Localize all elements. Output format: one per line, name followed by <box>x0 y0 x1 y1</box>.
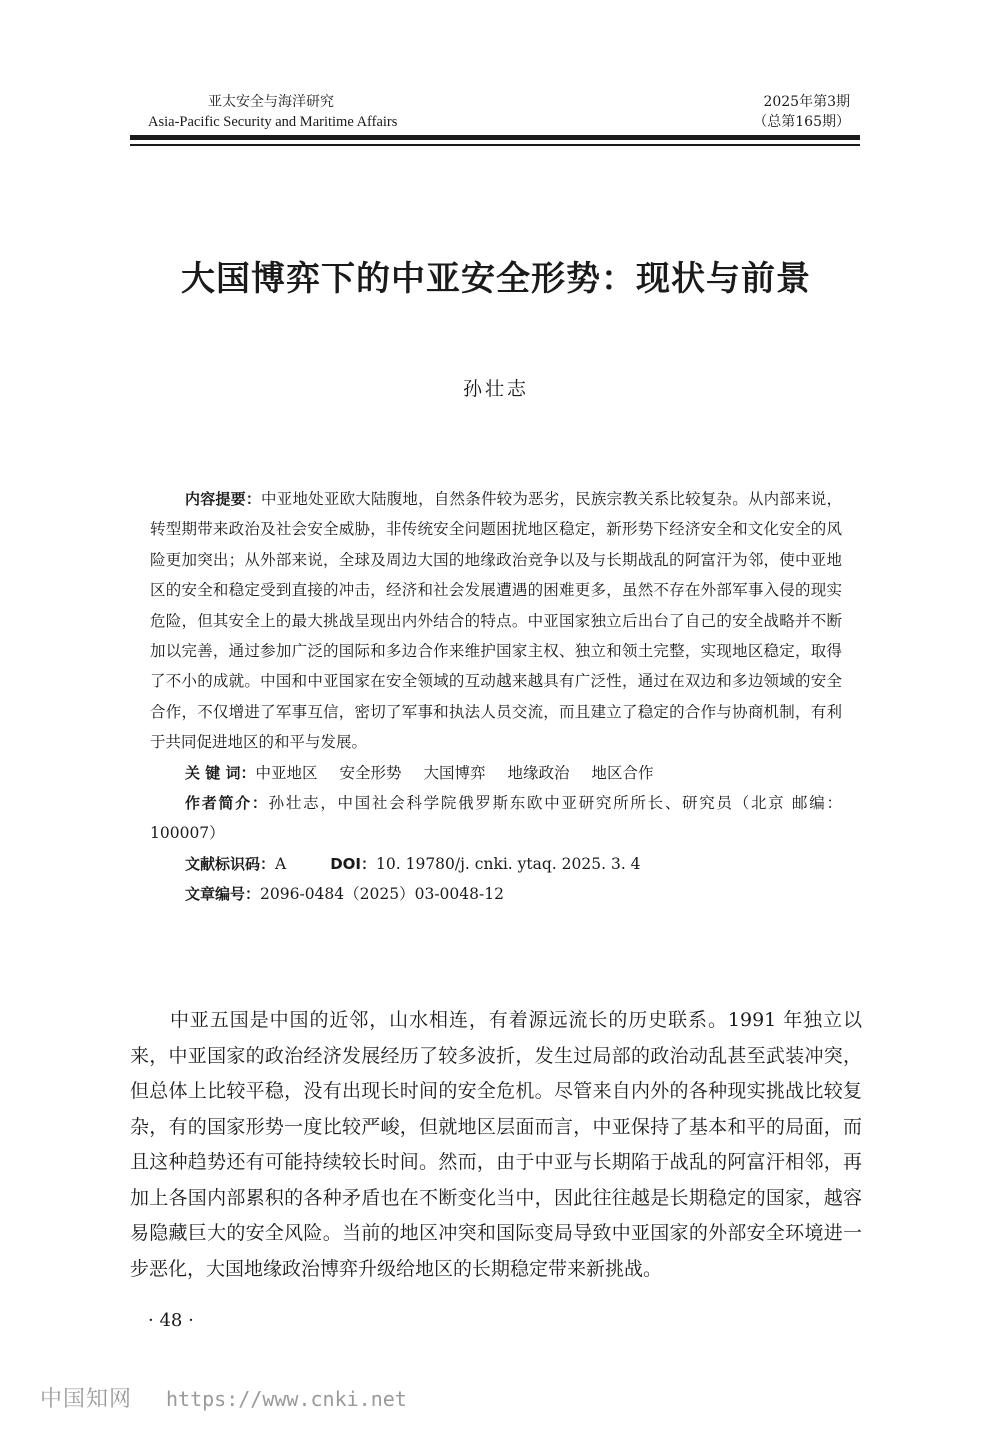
issue-label: 2025年第3期 <box>763 94 850 110</box>
document-identifier <box>150 849 842 879</box>
keywords <box>150 758 842 788</box>
abstract-label: 内容提要： <box>185 490 262 508</box>
author-bio <box>150 788 842 849</box>
author-bio-text: 孙壮志，中国社会科学院俄罗斯东欧中亚研究所所长、研究员（北京 邮编：100007） <box>150 794 842 843</box>
abstract <box>150 484 842 758</box>
article-number <box>150 879 842 909</box>
doi-value: 10. 19780/j. cnki. ytaq. 2025. 3. 4 <box>376 854 641 873</box>
keywords-label: 关 键 词： <box>185 763 256 782</box>
doc-code-label: 文献标识码： <box>185 854 276 873</box>
running-header-left <box>148 92 468 132</box>
keyword: 中亚地区 <box>255 763 318 782</box>
cnki-logo-text: 中国知网 <box>40 1387 133 1412</box>
cnki-url[interactable]: https://www.cnki.net <box>166 1387 407 1411</box>
header-rule-thin <box>130 144 860 146</box>
total-issue-label: （总第165期） <box>753 114 850 130</box>
article-title: 大国博弈下的中亚安全形势：现状与前景 <box>181 259 811 299</box>
running-header-right <box>753 92 850 132</box>
article-author: 孙壮志 <box>462 378 529 400</box>
article-number-label: 文章编号： <box>185 885 261 904</box>
keyword: 大国博弈 <box>423 763 486 782</box>
keyword: 地缘政治 <box>507 763 570 782</box>
abstract-text: 中亚地处亚欧大陆腹地，自然条件较为恶劣，民族宗教关系比较复杂。从内部来说，转型期带来政治及社会安全威胁，非传统安全问题困扰地区稳定，新形势下经济安全和文化安全的风险更加突出；从外部来说，全球及周边大国的地缘政治竞争以及与长期战乱的阿富汗为邻，使中亚地区的安全和稳定受到直接的冲击，经济和社会发展遭遇的困难更多，虽然不存在外部军事入侵的现实危险，但其安全上的最大挑战呈现出内外结合的特点。中亚国家独立后出台了自己的安全战略并不断加以完善，通过参加广泛的国际和多边合作来维护国家主权、独立和领土完整，实现地区稳定，取得了不小的成就。中国和中亚国家在安全领域的互动越来越具有广泛性，通过在双边和多边领域的安全合作，不仅增进了军事互信，密切了军事和执法人员交流，而且建立了稳定的合作与协商机制，有利于共同促进地区的和平与发展。 <box>150 490 842 752</box>
body-paragraph: 中亚五国是中国的近邻，山水相连，有着源远流长的历史联系。1991 年独立以来，中亚国家的政治经济发展经历了较多波折，发生过局部的政治动乱甚至武装冲突，但总体上比较平稳，没有出现长时间的安全危机。尽管来自内外的各种现实挑战比较复杂，有的国家形势一度比较严峻，但就地区层面而言，中亚保持了基本和平的局面，而且这种趋势还有可能持续较长时间。然而，由于中亚与长期陷于战乱的阿富汗相邻，再加上各国内部累积的各种矛盾也在不断变化当中，因此往往越是长期稳定的国家，越容易隐藏巨大的安全风险。当前的地区冲突和国际变局导致中亚国家的外部安全环境进一步恶化，大国地缘政治博弈升级给地区的长期稳定带来新挑战。 <box>130 1009 862 1280</box>
keyword: 安全形势 <box>339 763 402 782</box>
cnki-watermark <box>40 1382 407 1413</box>
article-number-value: 2096-0484（2025）03-0048-12 <box>260 885 504 904</box>
abstract-block <box>150 484 842 910</box>
author-bio-label: 作者简介： <box>185 794 269 813</box>
journal-name-cn: 亚太安全与海洋研究 <box>208 94 334 110</box>
doi-label: DOI： <box>330 854 377 873</box>
header-rule-thick <box>130 135 860 140</box>
keyword: 地区合作 <box>591 763 654 782</box>
doc-code-value: A <box>275 854 287 873</box>
page-number: · 48 · <box>148 1310 194 1331</box>
journal-name-en: Asia-Pacific Security and Maritime Affairs <box>148 114 398 130</box>
body-text <box>130 1003 862 1287</box>
